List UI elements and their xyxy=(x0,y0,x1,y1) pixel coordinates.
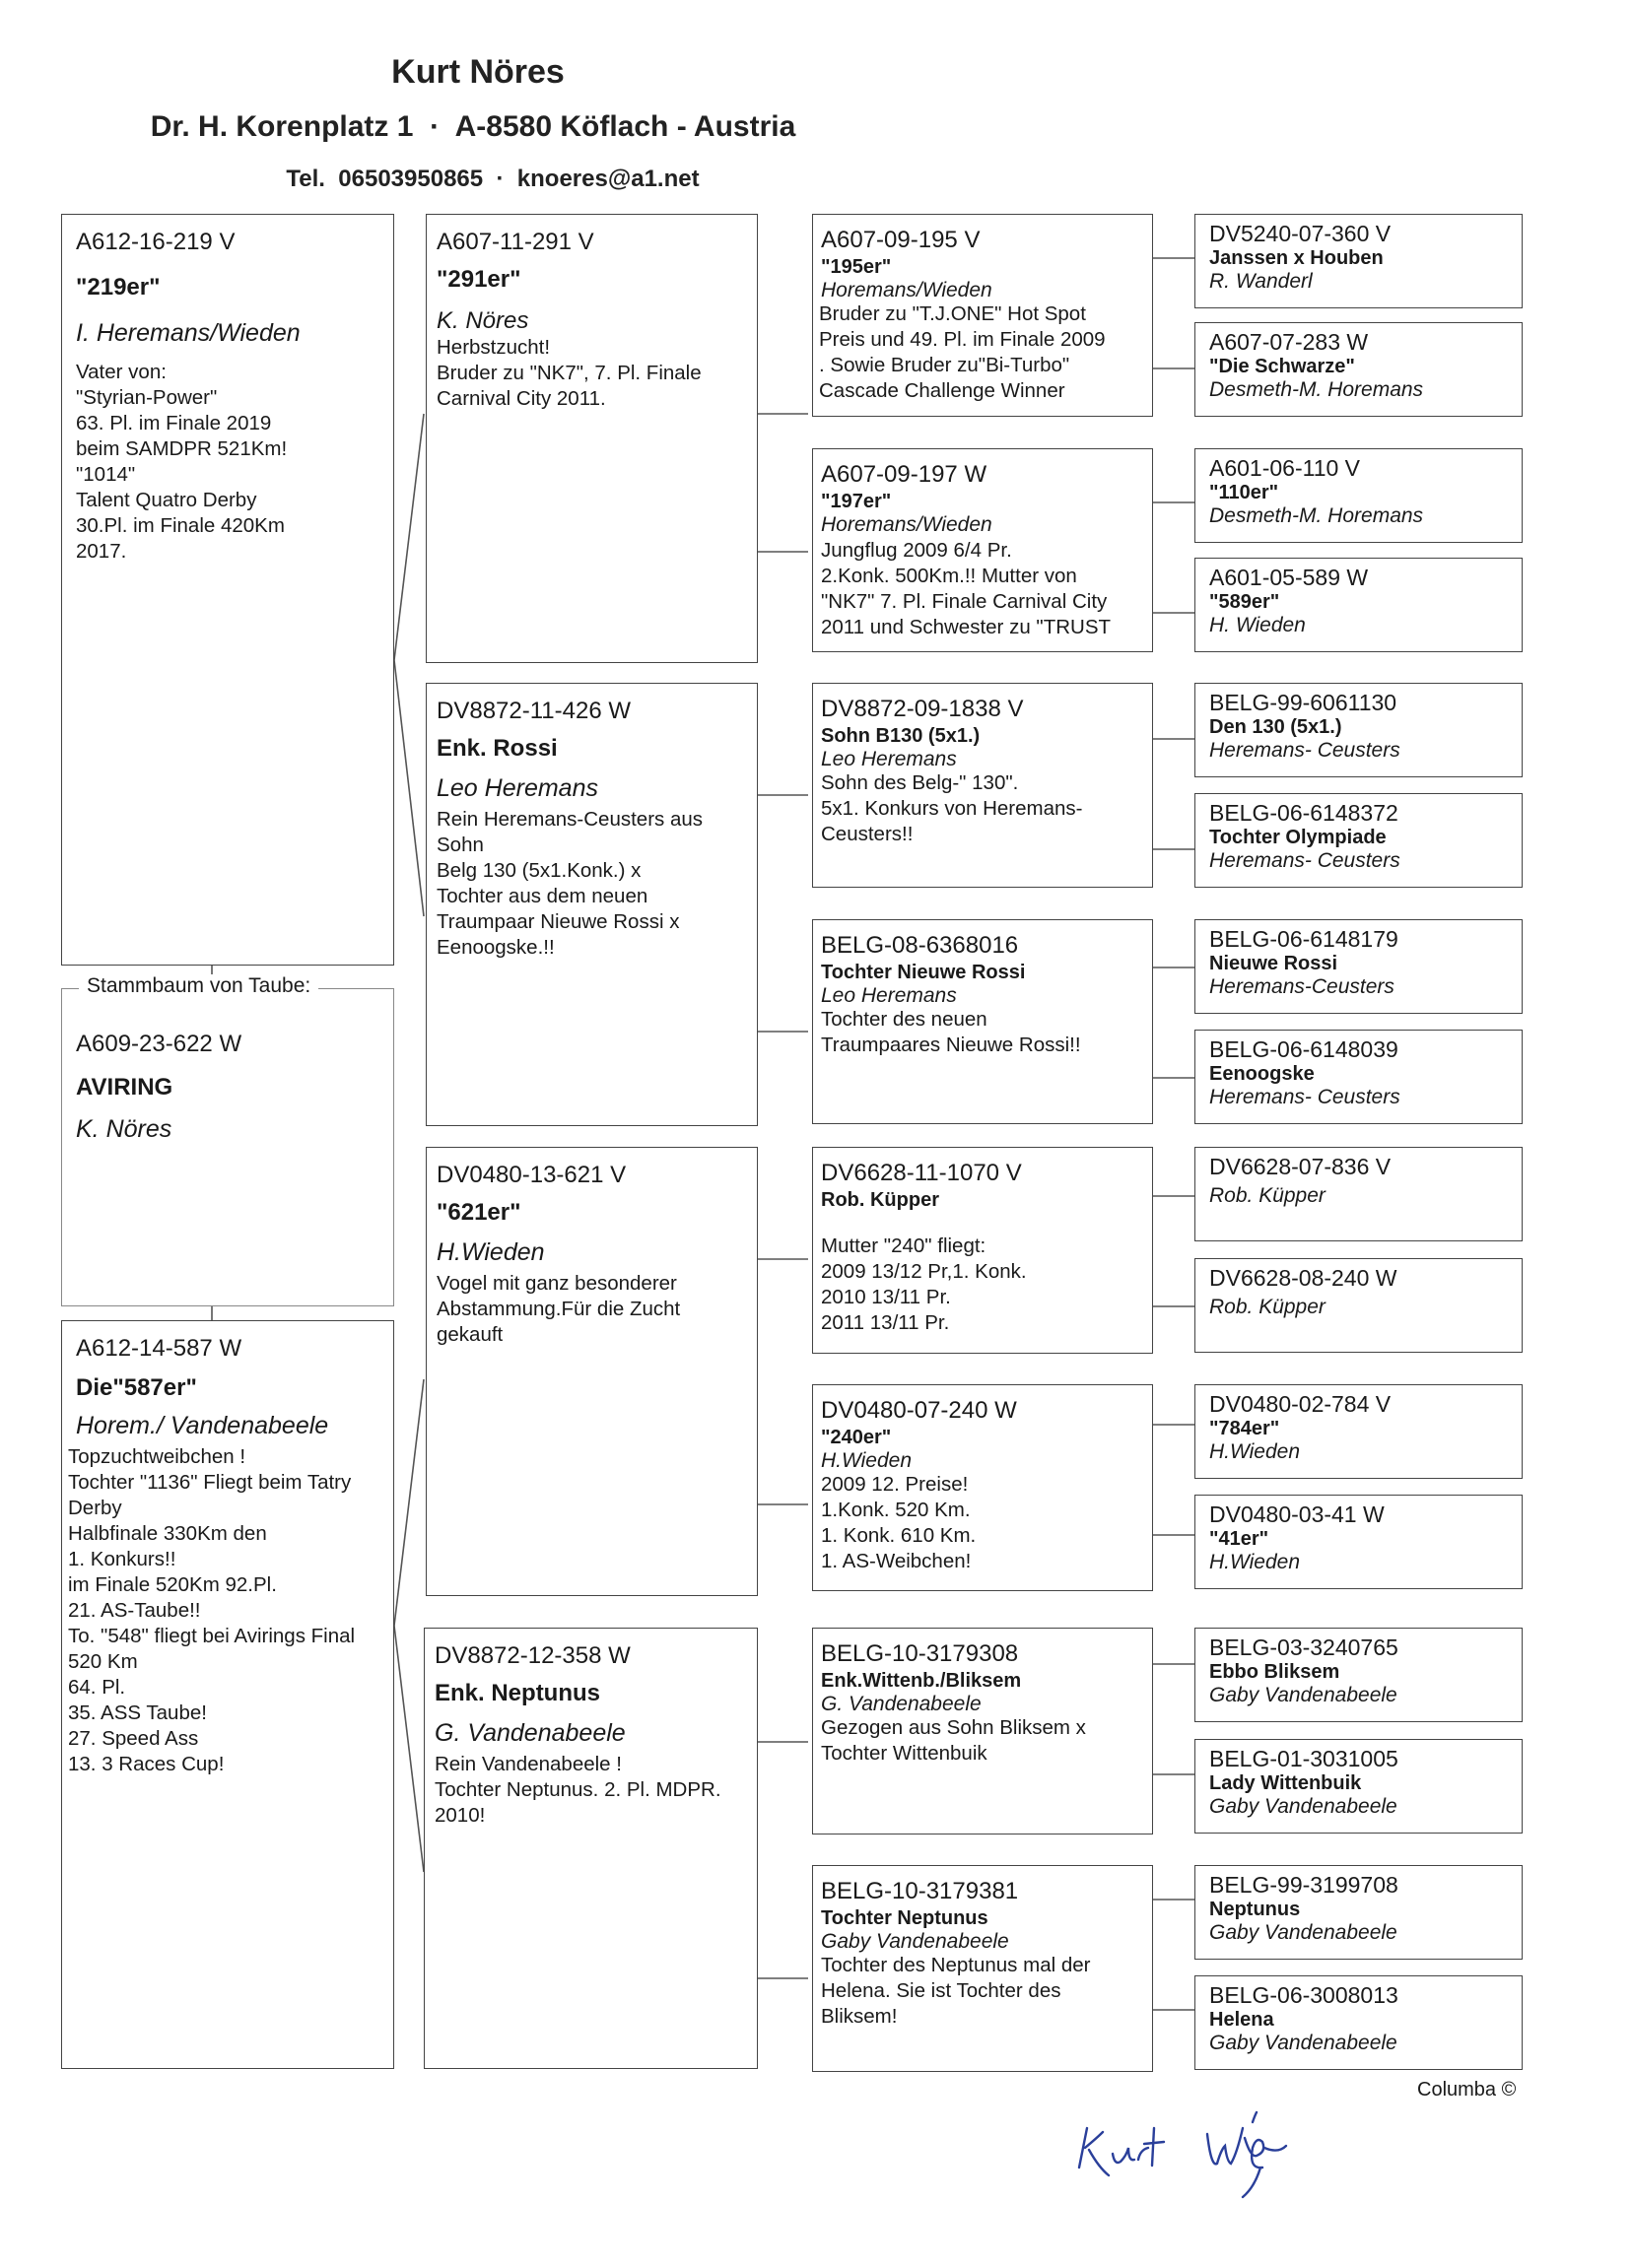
gg-grandparent-ring-number: DV5240-07-360 V xyxy=(1209,221,1392,246)
gg-grandparent-card xyxy=(1194,1147,1523,1241)
mother-ring-number: A612-14-587 W xyxy=(76,1335,242,1362)
gg-grandparent-breeder: Gaby Vandenabeele xyxy=(1209,1795,1397,1818)
gg-grandparent-breeder: H.Wieden xyxy=(1209,1440,1301,1463)
gg-grandparent-ring-number: DV0480-03-41 W xyxy=(1209,1501,1385,1527)
gg-grandparent-ring-number: BELG-06-3008013 xyxy=(1209,1982,1398,2008)
grandparent-card xyxy=(426,214,758,663)
gg-grandparent-ring-number: A607-07-283 W xyxy=(1209,329,1369,355)
great-grandparent-card xyxy=(812,1147,1153,1354)
gg-grandparent-breeder: Gaby Vandenabeele xyxy=(1209,1921,1397,1944)
gg-grandparent-card xyxy=(1194,919,1523,1014)
gg-grandparent-name: Lady Wittenbuik xyxy=(1209,1772,1362,1794)
gg-grandparent-card xyxy=(1194,1628,1523,1722)
gg-grandparent-ring-number: A601-05-589 W xyxy=(1209,565,1369,590)
great-grandparent-breeder: Gaby Vandenabeele xyxy=(821,1930,1009,1953)
gg-grandparent-card xyxy=(1194,683,1523,777)
great-grandparent-name: Sohn B130 (5x1.) xyxy=(821,725,981,747)
great-grandparent-card xyxy=(812,683,1153,888)
great-grandparent-note: Mutter "240" fliegt: 2009 13/12 Pr,1. Konk. 2010 13/11 Pr. 2011 13/11 Pr. xyxy=(821,1234,1027,1335)
copyright-label: Columba © xyxy=(1417,2079,1517,2101)
gg-grandparent-ring-number: BELG-99-3199708 xyxy=(1209,1872,1398,1898)
gg-grandparent-breeder: Heremans-Ceusters xyxy=(1209,975,1394,998)
gg-grandparent-ring-number: DV0480-02-784 V xyxy=(1209,1391,1392,1417)
grandparent-note: Vogel mit ganz besonderer Abstammung.Für die Zucht gekauft xyxy=(437,1272,681,1347)
subject-breeder: K. Nöres xyxy=(76,1115,172,1143)
great-grandparent-breeder: Leo Heremans xyxy=(821,984,957,1007)
gg-grandparent-card xyxy=(1194,1030,1523,1124)
connector-line xyxy=(394,1379,424,1626)
great-grandparent-ring-number: A607-09-197 W xyxy=(821,461,987,488)
great-grandparent-ring-number: DV0480-07-240 W xyxy=(821,1397,1017,1424)
grandparent-breeder: Leo Heremans xyxy=(437,774,598,802)
gg-grandparent-breeder: Gaby Vandenabeele xyxy=(1209,1684,1397,1706)
gg-grandparent-breeder: Desmeth-M. Horemans xyxy=(1209,504,1424,527)
gg-grandparent-breeder: H. Wieden xyxy=(1209,614,1306,636)
gg-grandparent-ring-number: BELG-06-6148372 xyxy=(1209,800,1398,826)
great-grandparent-ring-number: A607-09-195 V xyxy=(821,227,981,253)
grandparent-note: Herbstzucht! Bruder zu "NK7", 7. Pl. Finale Carnival City 2011. xyxy=(437,336,702,411)
grandparent-note: Rein Vandenabeele ! Tochter Neptunus. 2. Pl. MDPR. 2010! xyxy=(435,1753,721,1828)
great-grandparent-ring-number: DV6628-11-1070 V xyxy=(821,1160,1022,1186)
great-grandparent-card xyxy=(812,1384,1153,1591)
great-grandparent-name: Rob. Küpper xyxy=(821,1189,939,1211)
great-grandparent-card xyxy=(812,1628,1153,1834)
gg-grandparent-card xyxy=(1194,1258,1523,1353)
gg-grandparent-breeder: Heremans- Ceusters xyxy=(1209,849,1400,872)
gg-grandparent-card xyxy=(1194,558,1523,652)
grandparent-note: Rein Heremans-Ceusters aus Sohn Belg 130 (5x1.Konk.) x Tochter aus dem neuen Traumpaar Nieuwe Rossi x Eenoogske.!! xyxy=(437,808,704,960)
gg-grandparent-breeder: Rob. Küpper xyxy=(1209,1184,1326,1207)
gg-grandparent-name: "41er" xyxy=(1209,1528,1269,1550)
breeder-name: Kurt Nöres xyxy=(391,53,565,91)
gg-grandparent-ring-number: DV6628-08-240 W xyxy=(1209,1265,1397,1291)
great-grandparent-ring-number: DV8872-09-1838 V xyxy=(821,696,1024,722)
great-grandparent-ring-number: BELG-10-3179308 xyxy=(821,1640,1019,1667)
grandparent-name: "621er" xyxy=(437,1199,521,1226)
gg-grandparent-name: "784er" xyxy=(1209,1418,1280,1439)
grandparent-name: Enk. Rossi xyxy=(437,735,558,762)
father-breeder: I. Heremans/Wieden xyxy=(76,319,301,347)
subject-ring-number: A609-23-622 W xyxy=(76,1031,242,1057)
gg-grandparent-ring-number: BELG-06-6148179 xyxy=(1209,926,1398,952)
gg-grandparent-card xyxy=(1194,448,1523,543)
grandparent-ring-number: DV8872-11-426 W xyxy=(437,698,631,724)
subject-name: AVIRING xyxy=(76,1074,173,1101)
gg-grandparent-name: Eenoogske xyxy=(1209,1063,1315,1085)
great-grandparent-breeder: Horemans/Wieden xyxy=(821,513,992,536)
gg-grandparent-card xyxy=(1194,1739,1523,1834)
grandparent-ring-number: A607-11-291 V xyxy=(437,229,594,255)
grandparent-name: "291er" xyxy=(437,266,521,293)
pedigree-label: Stammbaum von Taube: xyxy=(79,974,318,998)
subject-card xyxy=(61,988,394,1306)
gg-grandparent-card xyxy=(1194,214,1523,308)
grandparent-breeder: K. Nöres xyxy=(437,307,529,334)
grandparent-breeder: G. Vandenabeele xyxy=(435,1719,626,1747)
great-grandparent-card xyxy=(812,1865,1153,2072)
mother-breeder: Horem./ Vandenabeele xyxy=(76,1412,329,1439)
great-grandparent-name: Tochter Nieuwe Rossi xyxy=(821,962,1026,983)
connector-line xyxy=(394,660,424,916)
father-ring-number: A612-16-219 V xyxy=(76,229,236,255)
gg-grandparent-card xyxy=(1194,1865,1523,1960)
great-grandparent-breeder: H.Wieden xyxy=(821,1449,913,1472)
grandparent-card xyxy=(426,683,758,1126)
great-grandparent-note: Tochter des Neptunus mal der Helena. Sie ist Tochter des Bliksem! xyxy=(821,1954,1091,2029)
great-grandparent-card xyxy=(812,919,1153,1124)
grandparent-breeder: H.Wieden xyxy=(437,1238,545,1266)
gg-grandparent-ring-number: BELG-01-3031005 xyxy=(1209,1746,1398,1771)
great-grandparent-name: "240er" xyxy=(821,1427,892,1448)
gg-grandparent-ring-number: BELG-03-3240765 xyxy=(1209,1634,1398,1660)
great-grandparent-breeder: Leo Heremans xyxy=(821,748,957,770)
great-grandparent-note: Sohn des Belg-" 130". 5x1. Konkurs von Heremans- Ceusters!! xyxy=(821,771,1083,846)
great-grandparent-ring-number: BELG-10-3179381 xyxy=(821,1878,1019,1904)
great-grandparent-breeder: G. Vandenabeele xyxy=(821,1693,982,1715)
gg-grandparent-ring-number: A601-06-110 V xyxy=(1209,455,1361,481)
grandparent-ring-number: DV0480-13-621 V xyxy=(437,1162,627,1188)
gg-grandparent-breeder: Heremans- Ceusters xyxy=(1209,739,1400,762)
gg-grandparent-name: "Die Schwarze" xyxy=(1209,356,1355,377)
great-grandparent-breeder: Horemans/Wieden xyxy=(821,279,992,301)
gg-grandparent-ring-number: DV6628-07-836 V xyxy=(1209,1154,1392,1179)
gg-grandparent-ring-number: BELG-99-6061130 xyxy=(1209,690,1397,715)
gg-grandparent-name: Den 130 (5x1.) xyxy=(1209,716,1342,738)
connector-line xyxy=(394,1626,424,1872)
great-grandparent-note: 2009 12. Preise! 1.Konk. 520 Km. 1. Konk. 610 Km. 1. AS-Weibchen! xyxy=(821,1473,977,1573)
great-grandparent-card xyxy=(812,448,1153,652)
great-grandparent-note: Tochter des neuen Traumpaares Nieuwe Rossi!! xyxy=(821,1008,1081,1057)
great-grandparent-note: Jungflug 2009 6/4 Pr. 2.Konk. 500Km.!! Mutter von "NK7" 7. Pl. Finale Carnival City 2011 und Schwester zu "TRUST xyxy=(821,539,1112,639)
grandparent-name: Enk. Neptunus xyxy=(435,1680,601,1706)
great-grandparent-note: Gezogen aus Sohn Bliksem x Tochter Wittenbuik xyxy=(821,1716,1086,1766)
grandparent-card xyxy=(424,1628,758,2069)
gg-grandparent-name: "589er" xyxy=(1209,591,1280,613)
great-grandparent-name: "195er" xyxy=(821,256,892,278)
breeder-contact: Tel. 06503950865 · knoeres@a1.net xyxy=(286,166,700,192)
gg-grandparent-name: Helena xyxy=(1209,2009,1274,2031)
gg-grandparent-ring-number: BELG-06-6148039 xyxy=(1209,1036,1398,1062)
gg-grandparent-name: Janssen x Houben xyxy=(1209,247,1384,269)
gg-grandparent-name: Neptunus xyxy=(1209,1899,1301,1920)
father-name: "219er" xyxy=(76,274,161,300)
gg-grandparent-breeder: H.Wieden xyxy=(1209,1551,1301,1573)
gg-grandparent-breeder: Gaby Vandenabeele xyxy=(1209,2032,1397,2054)
mother-note: Topzuchtweibchen ! Tochter "1136" Fliegt beim Tatry Derby Halbfinale 330Km den 1. Konkurs!! im Finale 520Km 92.Pl. 21. AS-Taube!! To. "548" fliegt bei Avirings Final 520 Km 64. Pl. 35. ASS Taube! 27. Speed Ass 13. 3 Races Cup! xyxy=(68,1445,356,1776)
gg-grandparent-name: Ebbo Bliksem xyxy=(1209,1661,1340,1683)
gg-grandparent-name: Nieuwe Rossi xyxy=(1209,953,1338,974)
great-grandparent-name: Tochter Neptunus xyxy=(821,1907,988,1929)
gg-grandparent-breeder: Desmeth-M. Horemans xyxy=(1209,378,1424,401)
gg-grandparent-card xyxy=(1194,322,1523,417)
great-grandparent-name: "197er" xyxy=(821,491,892,512)
grandparent-card xyxy=(426,1147,758,1596)
gg-grandparent-name: Tochter Olympiade xyxy=(1209,827,1387,848)
great-grandparent-name: Enk.Wittenb./Bliksem xyxy=(821,1670,1022,1692)
gg-grandparent-name: "110er" xyxy=(1209,482,1279,503)
father-note: Vater von: "Styrian-Power" 63. Pl. im Finale 2019 beim SAMDPR 521Km! "1014" Talent Quatro Derby 30.Pl. im Finale 420Km 2017. xyxy=(76,361,288,564)
gg-grandparent-card xyxy=(1194,793,1523,888)
mother-name: Die"587er" xyxy=(76,1374,197,1401)
grandparent-ring-number: DV8872-12-358 W xyxy=(435,1642,631,1669)
gg-grandparent-breeder: R. Wanderl xyxy=(1209,270,1313,293)
father-card xyxy=(61,214,394,966)
breeder-address: Dr. H. Korenplatz 1 · A-8580 Köflach - Austria xyxy=(150,110,796,143)
gg-grandparent-card xyxy=(1194,1975,1523,2070)
gg-grandparent-breeder: Heremans- Ceusters xyxy=(1209,1086,1400,1108)
great-grandparent-note: Bruder zu "T.J.ONE" Hot Spot Preis und 49. Pl. im Finale 2009 . Sowie Bruder zu"Bi-Turbo" Cascade Challenge Winner xyxy=(819,302,1106,403)
gg-grandparent-card xyxy=(1194,1384,1523,1479)
mother-card xyxy=(61,1320,394,2069)
signature xyxy=(1069,2099,1345,2217)
connector-line xyxy=(394,414,424,660)
gg-grandparent-card xyxy=(1194,1495,1523,1589)
gg-grandparent-breeder: Rob. Küpper xyxy=(1209,1296,1326,1318)
great-grandparent-card xyxy=(812,214,1153,417)
great-grandparent-ring-number: BELG-08-6368016 xyxy=(821,932,1019,959)
